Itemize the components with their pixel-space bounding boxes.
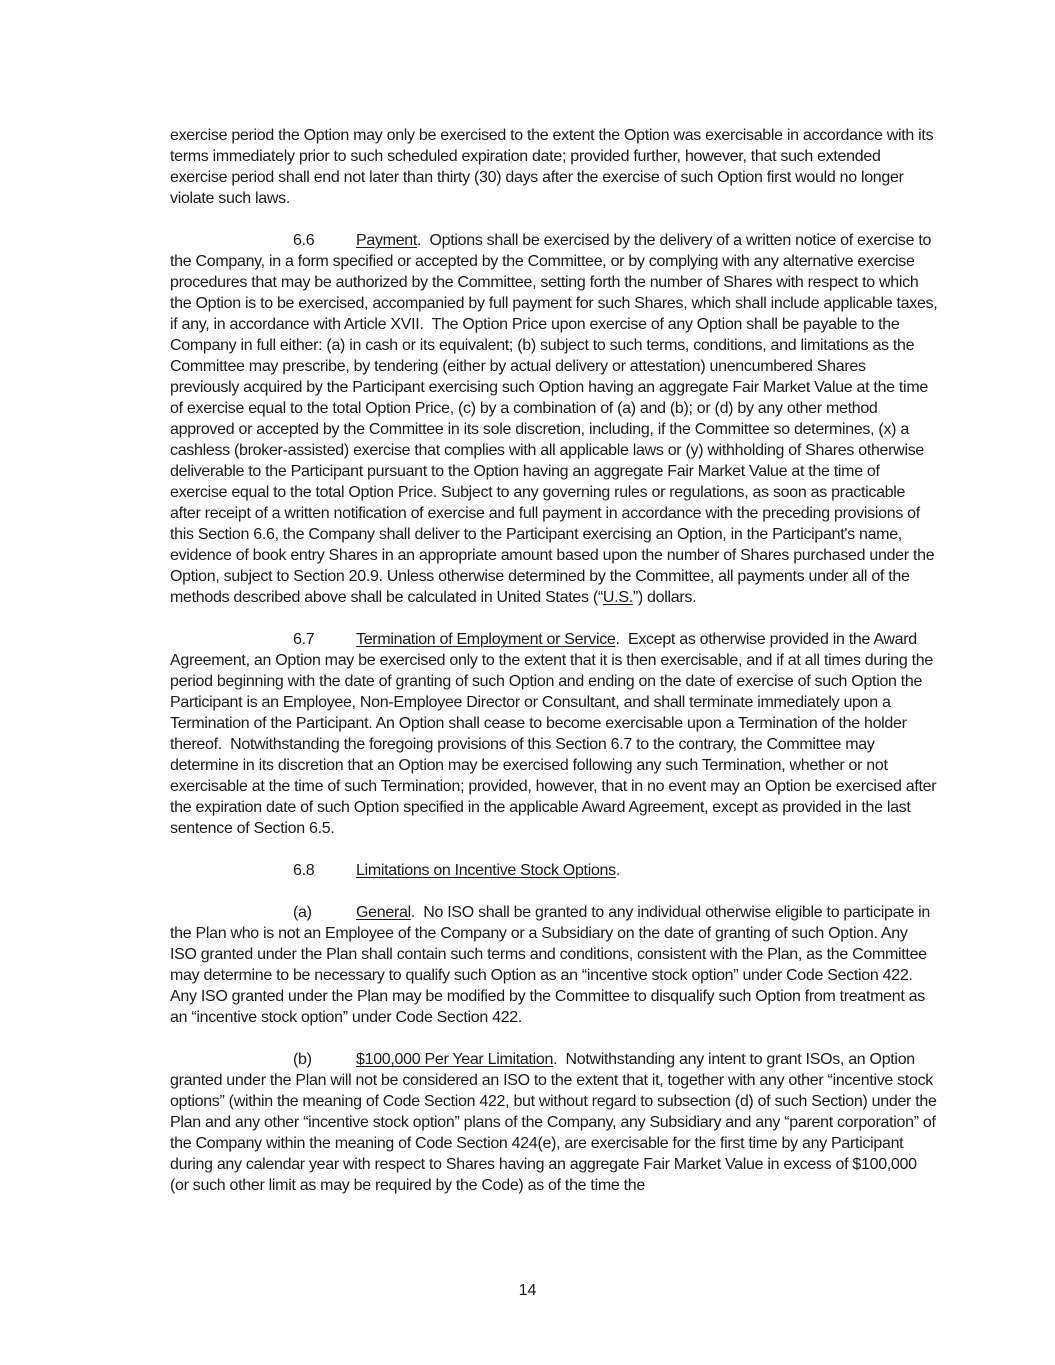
paragraph-6-5-continuation	[170, 125, 938, 209]
underlined-text: Termination of Employment or Service	[356, 631, 616, 648]
document-body	[170, 125, 942, 1196]
underlined-text: General	[356, 904, 411, 921]
section-label: 6.6	[293, 232, 315, 249]
underlined-text: Limitations on Incentive Stock Options	[356, 862, 616, 879]
underlined-text: $100,000 Per Year Limitation	[356, 1051, 554, 1068]
section-label: 6.8	[293, 862, 315, 879]
text-run: exercise period the Option may only be exercised to the extent the Option was exercisable in accordance with its terms immediately prior to such scheduled expiration date; provided further, however, that such extended exercise period shall end not later than thirty (30) days after the exercise of such Option first would no longer violate such laws.	[170, 127, 938, 207]
section-label: (b)	[293, 1051, 312, 1068]
section-6-6-payment	[170, 230, 942, 608]
text-run: . Notwithstanding any intent to grant ISOs, an Option granted under the Plan will not be considered an ISO to the extent that it, together with any other “incentive stock options” (within the meaning of Code Section 422, but without regard to subsection (d) of such Section) under the Plan and any other “incentive stock option” plans of the Company, any Subsidiary and any “parent corporation” of the Company within the meaning of Code Section 424(e), are exercisable for the first time by any Participant during any calendar year with respect to Shares having an aggregate Fair Market Value in excess of $100,000 (or such other limit as may be required by the Code) as of the time the	[170, 1051, 941, 1194]
subsection-b-100000-per-year-limitation	[170, 1049, 941, 1196]
text-run: .	[615, 862, 621, 879]
underlined-text: U.S.	[602, 589, 633, 606]
section-label: (a)	[293, 904, 312, 921]
text-run: . Options shall be exercised by the delivery of a written notice of exercise to the Company, in a form specified or accepted by the Committee, or by complying with any alternative exercise procedures that may be authorized by the Committee, setting forth the number of Shares with respect to which the Option is to be exercised, accompanied by full payment for such Shares, which shall include applicable taxes, if any, in accordance with Article XVII. The Option Price upon exercise of any Option shall be payable to the Company in full either: (a) in cash or its equivalent; (b) subject to such terms, conditions, and limitations as the Committee may prescribe, by tendering (either by actual delivery or attestation) unencumbered Shares previously acquired by the Participant exercising such Option having an aggregate Fair Market Value at the time of exercise equal to the total Option Price, (c) by a combination of (a) and (b); or (d) by any other method approved or accepted by the Committee in its sole discretion, including, if the Committee so determines, (x) a cashless (broker-assisted) exercise that complies with all applicable laws or (y) withholding of Shares otherwise deliverable to the Participant pursuant to the Option having an aggregate Fair Market Value at the time of exercise equal to the total Option Price. Subject to any governing rules or regulations, as soon as practicable after receipt of a written notification of exercise and full payment in accordance with the preceding provisions of this Section 6.6, the Company shall deliver to the Participant exercising an Option, in the Participant's name, evidence of book entry Shares in an appropriate amount based upon the number of Shares purchased under the Option, subject to Section 20.9. Unless otherwise determined by the Committee, all payments under all of the methods described above shall be calculated in United States (“	[170, 232, 942, 606]
section-label: 6.7	[293, 631, 315, 648]
text-run: . No ISO shall be granted to any individual otherwise eligible to participate in the Plan who is not an Employee of the Company or a Subsidiary on the date of granting of such Option. Any ISO granted under the Plan shall contain such terms and conditions, consistent with the Plan, as the Committee may determine to be necessary to qualify such Option as an “incentive stock option” under Code Section 422. Any ISO granted under the Plan may be modified by the Committee to disqualify such Option from treatment as an “incentive stock option” under Code Section 422.	[170, 904, 935, 1026]
page-number: 14	[518, 1282, 537, 1299]
text-run: . Except as otherwise provided in the Award Agreement, an Option may be exercised only to the extent that it is then exercisable, and if at all times during the period beginning with the date of granting of such Option and ending on the date of exercise of such Option the Participant is an Employee, Non-Employee Director or Consultant, and shall terminate immediately upon a Termination of the Participant. An Option shall cease to become exercisable upon a Termination of the holder thereof. Notwithstanding the foregoing provisions of this Section 6.7 to the contrary, the Committee may determine in its discretion that an Option may be exercised following any such Termination, whether or not exercisable at the time of such Termination; provided, however, that in no event may an Option be exercised after the expiration date of such Option specified in the applicable Award Agreement, except as provided in the last sentence of Section 6.5.	[170, 631, 941, 837]
section-6-7-termination	[170, 629, 941, 839]
text-run: ”) dollars.	[632, 589, 697, 606]
section-6-8-limitations-heading	[170, 860, 938, 881]
underlined-text: Payment	[356, 232, 418, 249]
subsection-a-general	[170, 902, 938, 1028]
